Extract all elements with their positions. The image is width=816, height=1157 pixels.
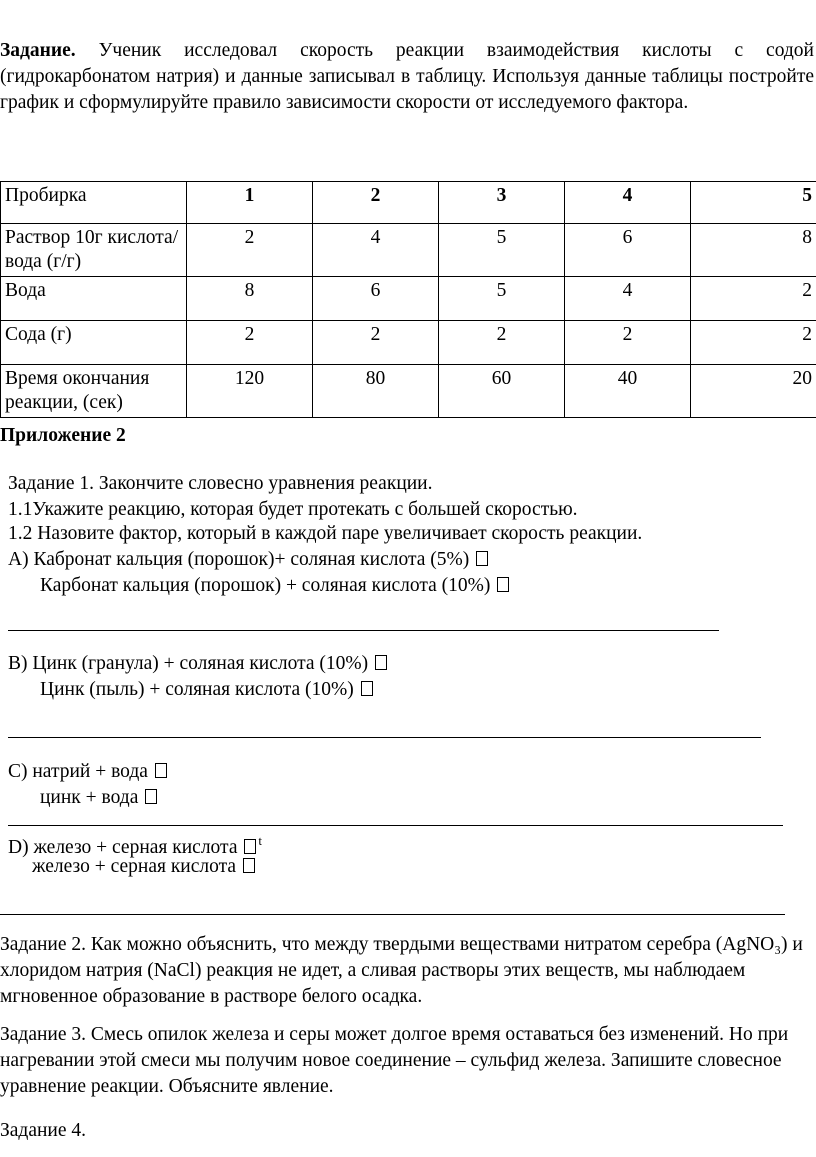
reaction-d2: железо + серная кислота [32, 854, 255, 880]
table-cell: 3 [439, 182, 565, 224]
table-row [1, 365, 816, 418]
table-cell: 2 [439, 321, 565, 365]
task1-1: 1.1Укажите реакцию, которая будет протекать с большей скоростью. [8, 499, 578, 520]
arrow-icon [476, 551, 488, 566]
answer-line [8, 630, 719, 631]
table-cell: 2 [691, 321, 816, 365]
reaction-c1: С) натрий + вода [8, 759, 167, 785]
table-cell: 60 [439, 365, 565, 418]
arrow-icon [497, 577, 509, 592]
table-row [1, 277, 816, 321]
intro-text: Ученик исследовал скорость реакции взаимодействия кислоты с содой (гидрокарбонатом натрия) и данные записывал в таблицу. Используя данные таблицы постройте график и сформулируйте правило зависимости скорости от исследуемого фактора. [0, 40, 814, 113]
table-cell: 2 [187, 224, 313, 277]
table-row [1, 321, 816, 365]
table-cell: 2 [187, 321, 313, 365]
table-cell: 2 [313, 321, 439, 365]
task2: Задание 2. Как можно объяснить, что между твердыми веществами нитратом серебра (AgNO₃) и хлоридом натрия (NaCl) реакция не идет, а сливая растворы этих веществ, мы наблюдаем мгновенное образование в растворе белого осадка. [0, 934, 803, 1007]
table-cell: 40 [565, 365, 691, 418]
task1-2: 1.2 Назовите фактор, который в каждой паре увеличивает скорость реакции. [8, 523, 643, 544]
arrow-icon [244, 839, 256, 854]
table-cell: 5 [439, 277, 565, 321]
row-label: Раствор 10г кислота/вода (г/г) [1, 224, 187, 277]
answer-line [8, 737, 761, 738]
task3: Задание 3. Смесь опилок железа и серы может долгое время оставаться без изменений. Но при нагревании этой смеси мы получим новое соединение – сульфид железа. Запишите словесное уравнение реакции. Объясните явление. [0, 1024, 789, 1097]
table-cell: 8 [691, 224, 816, 277]
intro-bold-label: Задание. [0, 40, 76, 61]
reaction-b2: Цинк (пыль) + соляная кислота (10%) [40, 677, 373, 703]
reaction-d1: D) железо + серная кислота $^t$ [8, 833, 262, 858]
reaction-c2: цинк + вода [40, 785, 157, 811]
arrow-icon [243, 858, 255, 873]
row-label: Сода (г) [1, 321, 187, 365]
appendix-title: Приложение 2 [0, 425, 126, 446]
table-cell: 2 [691, 277, 816, 321]
answer-line [0, 914, 785, 915]
intro-paragraph [0, 38, 814, 116]
temperature-sup: t [258, 833, 262, 848]
row-label: Пробирка [1, 182, 187, 224]
table-cell: 4 [313, 224, 439, 277]
table-cell: 2 [313, 182, 439, 224]
table-row [1, 224, 816, 277]
arrow-icon [155, 763, 167, 778]
row-label: Вода [1, 277, 187, 321]
table-cell: 80 [313, 365, 439, 418]
table-cell: 120 [187, 365, 313, 418]
task1-title: Задание 1. Закончите словесно уравнения реакции. [8, 473, 433, 494]
table-row [1, 182, 816, 224]
table-cell: 5 [691, 182, 816, 224]
arrow-icon [145, 789, 157, 804]
table-cell: 2 [565, 321, 691, 365]
arrow-icon [375, 655, 387, 670]
reaction-b1: В) Цинк (гранула) + соляная кислота (10%) [8, 651, 387, 677]
table-cell: 4 [565, 277, 691, 321]
answer-line [8, 825, 783, 826]
row-label: Время окончания реакции, (сек) [1, 365, 187, 418]
table-cell: 4 [565, 182, 691, 224]
data-table [0, 181, 816, 418]
table-cell: 1 [187, 182, 313, 224]
reaction-a2: Карбонат кальция (порошок) + соляная кислота (10%) [40, 573, 509, 599]
table-cell: 20 [691, 365, 816, 418]
table-cell: 6 [565, 224, 691, 277]
table-cell: 8 [187, 277, 313, 321]
reaction-a1: А) Кабронат кальция (порошок)+ соляная кислота (5%) [8, 547, 488, 573]
task4: Задание 4. [0, 1120, 87, 1141]
table-cell: 6 [313, 277, 439, 321]
arrow-icon [361, 681, 373, 696]
table-cell: 5 [439, 224, 565, 277]
